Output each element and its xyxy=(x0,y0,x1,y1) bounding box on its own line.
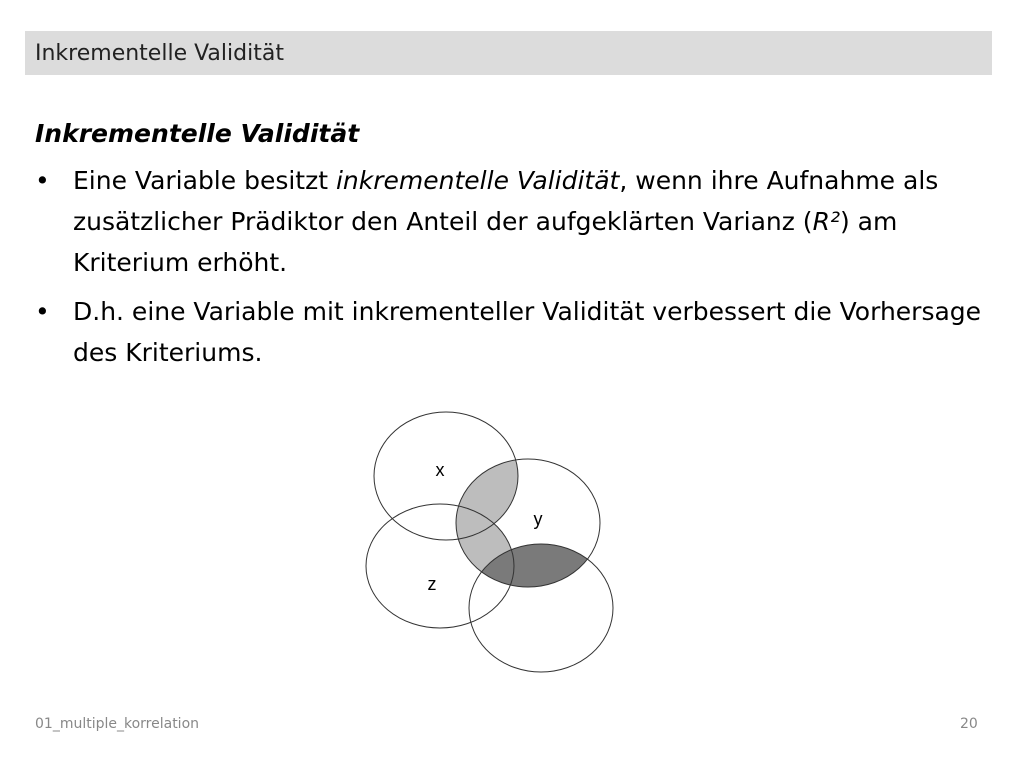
venn-diagram-svg xyxy=(360,408,622,688)
bullet-text-part: ) am Kriterium erhöht. xyxy=(73,207,898,277)
venn-diagram xyxy=(360,408,622,688)
section-heading: Inkrementelle Validität xyxy=(35,119,360,148)
bullet-marker: • xyxy=(35,166,50,195)
slide-content xyxy=(35,114,995,381)
bullet-text-emphasis: R² xyxy=(812,207,840,236)
bullet-text: D.h. eine Variable mit inkrementeller Validität verbessert die Vorhersage des Kriteriums. xyxy=(73,297,982,367)
overlap-incremental xyxy=(469,544,613,672)
bullet-list xyxy=(35,160,995,373)
label-x: x xyxy=(435,460,445,480)
bullet-text-emphasis: inkrementelle Validität xyxy=(335,166,620,195)
page-number: 20 xyxy=(960,716,978,732)
bullet-text-part: , wenn ihre Aufnahme als zusätzlicher Prädiktor den Anteil der aufgeklärten Varianz ( xyxy=(73,166,939,236)
bullet-text-part: Eine Variable besitzt xyxy=(73,166,336,195)
bullet-item xyxy=(35,160,995,283)
label-y: y xyxy=(533,509,543,529)
label-z: z xyxy=(427,574,437,594)
slide-title: Inkrementelle Validität xyxy=(35,41,284,66)
bullet-item xyxy=(35,291,995,373)
slide-title-bar xyxy=(25,31,992,75)
footer-file-name: 01_multiple_korrelation xyxy=(35,716,200,732)
bullet-marker: • xyxy=(35,297,50,326)
